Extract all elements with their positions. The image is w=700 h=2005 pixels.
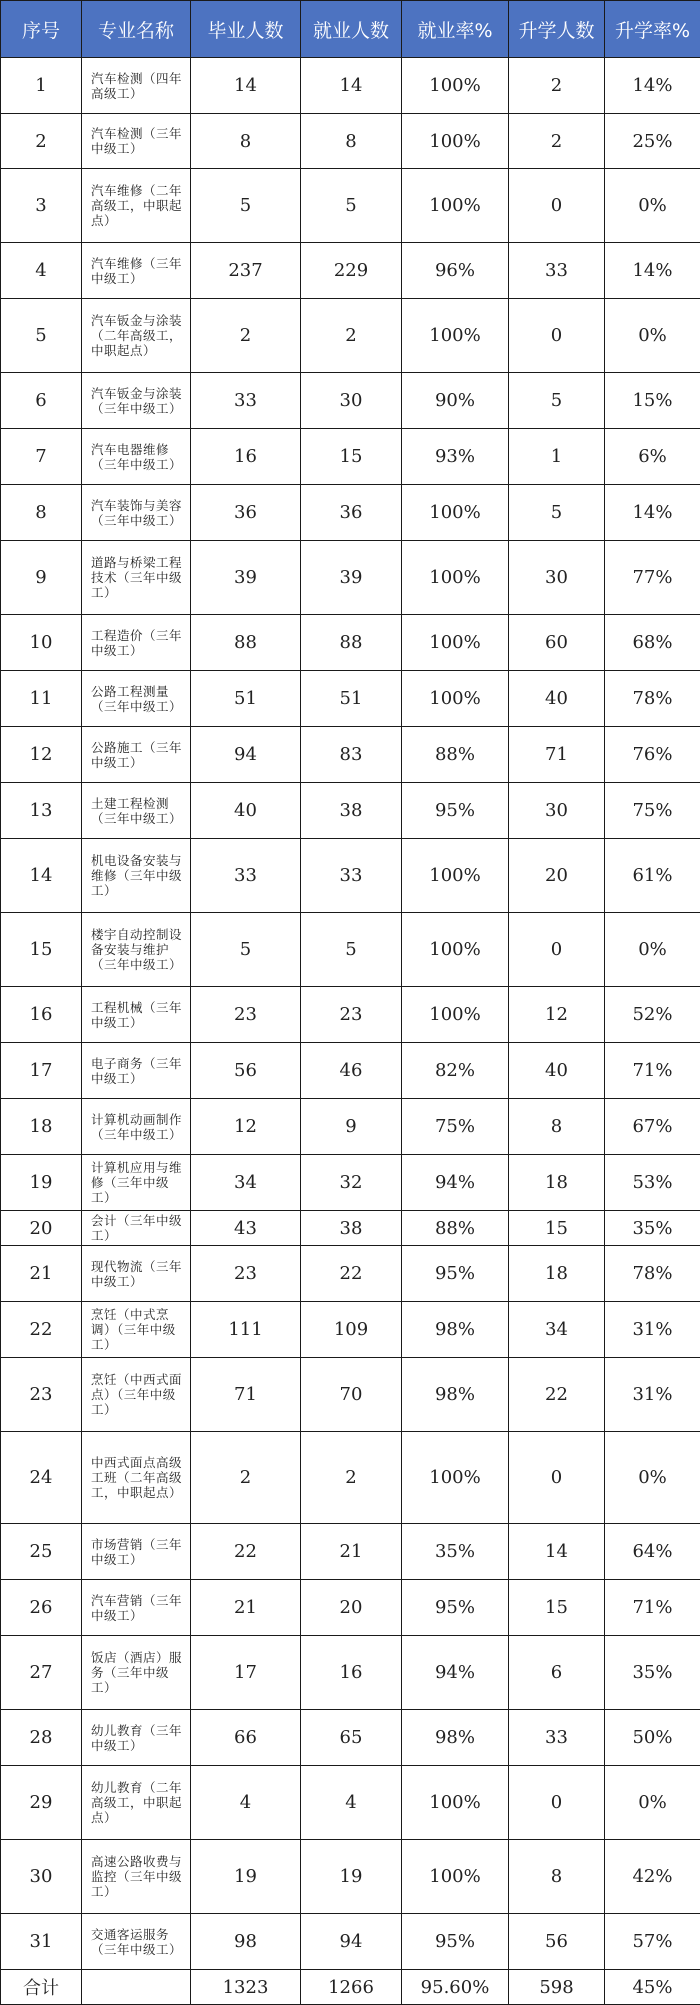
totals-row (1, 1970, 700, 2005)
row-no: 11 (1, 671, 82, 727)
totals-graduates: 1323 (191, 1970, 301, 2005)
row-further-study-rate: 0% (605, 169, 700, 243)
row-major: 工程机械（三年中级工） (82, 987, 191, 1043)
row-major: 烹饪（中式烹调）（三年中级工） (82, 1302, 191, 1358)
row-major: 电子商务（三年中级工） (82, 1043, 191, 1099)
row-graduates: 43 (191, 1211, 301, 1246)
row-employed: 46 (301, 1043, 402, 1099)
row-further-study-rate: 68% (605, 615, 700, 671)
row-employed: 88 (301, 615, 402, 671)
row-graduates: 34 (191, 1155, 301, 1211)
row-further-study: 30 (509, 783, 605, 839)
row-further-study: 2 (509, 114, 605, 169)
row-employed: 38 (301, 783, 402, 839)
table-row (1, 58, 700, 114)
row-further-study: 20 (509, 839, 605, 913)
row-further-study: 1 (509, 429, 605, 485)
row-major: 高速公路收费与监控（三年中级工） (82, 1840, 191, 1914)
row-no: 20 (1, 1211, 82, 1246)
row-further-study: 34 (509, 1302, 605, 1358)
row-graduates: 16 (191, 429, 301, 485)
row-major: 中西式面点高级工班（二年高级工，中职起点） (82, 1432, 191, 1524)
row-major: 计算机应用与维修（三年中级工） (82, 1155, 191, 1211)
table-row (1, 1710, 700, 1766)
row-further-study: 56 (509, 1914, 605, 1970)
row-graduates: 8 (191, 114, 301, 169)
row-graduates: 71 (191, 1358, 301, 1432)
row-further-study-rate: 0% (605, 1766, 700, 1840)
table-row (1, 1211, 700, 1246)
row-no: 27 (1, 1636, 82, 1710)
row-employment-rate: 100% (402, 169, 509, 243)
row-further-study-rate: 6% (605, 429, 700, 485)
table-row (1, 1766, 700, 1840)
row-major: 汽车电器维修（三年中级工） (82, 429, 191, 485)
row-further-study: 2 (509, 58, 605, 114)
row-employment-rate: 82% (402, 1043, 509, 1099)
row-employed: 65 (301, 1710, 402, 1766)
row-further-study-rate: 0% (605, 1432, 700, 1524)
row-graduates: 2 (191, 299, 301, 373)
row-employed: 30 (301, 373, 402, 429)
table-row (1, 1099, 700, 1155)
row-further-study-rate: 78% (605, 1246, 700, 1302)
row-employment-rate: 88% (402, 1211, 509, 1246)
row-graduates: 23 (191, 1246, 301, 1302)
table-row (1, 299, 700, 373)
row-employment-rate: 96% (402, 243, 509, 299)
header-further-study-rate: 升学率% (605, 1, 700, 58)
table-row (1, 1246, 700, 1302)
row-employment-rate: 88% (402, 727, 509, 783)
row-no: 8 (1, 485, 82, 541)
row-employment-rate: 100% (402, 114, 509, 169)
row-no: 2 (1, 114, 82, 169)
row-graduates: 36 (191, 485, 301, 541)
row-employment-rate: 95% (402, 1914, 509, 1970)
row-further-study: 6 (509, 1636, 605, 1710)
row-employed: 8 (301, 114, 402, 169)
row-employment-rate: 75% (402, 1099, 509, 1155)
row-no: 9 (1, 541, 82, 615)
row-further-study: 0 (509, 913, 605, 987)
row-further-study-rate: 14% (605, 243, 700, 299)
row-employment-rate: 100% (402, 1432, 509, 1524)
row-employment-rate: 100% (402, 485, 509, 541)
row-no: 4 (1, 243, 82, 299)
row-major: 幼儿教育（三年中级工） (82, 1710, 191, 1766)
row-employment-rate: 98% (402, 1302, 509, 1358)
table-row (1, 485, 700, 541)
totals-employment-rate: 95.60% (402, 1970, 509, 2005)
row-employed: 15 (301, 429, 402, 485)
header-major: 专业名称 (82, 1, 191, 58)
table-row (1, 913, 700, 987)
row-further-study: 71 (509, 727, 605, 783)
row-employment-rate: 100% (402, 58, 509, 114)
row-employment-rate: 100% (402, 615, 509, 671)
row-further-study-rate: 31% (605, 1302, 700, 1358)
table-row (1, 1043, 700, 1099)
table-row (1, 429, 700, 485)
row-further-study-rate: 35% (605, 1636, 700, 1710)
row-employed: 9 (301, 1099, 402, 1155)
row-further-study: 18 (509, 1246, 605, 1302)
row-major: 道路与桥梁工程技术（三年中级工） (82, 541, 191, 615)
row-further-study: 60 (509, 615, 605, 671)
table-row (1, 987, 700, 1043)
row-no: 12 (1, 727, 82, 783)
row-employed: 20 (301, 1580, 402, 1636)
row-no: 5 (1, 299, 82, 373)
row-employment-rate: 100% (402, 913, 509, 987)
row-employment-rate: 95% (402, 1580, 509, 1636)
table-row (1, 1914, 700, 1970)
row-no: 14 (1, 839, 82, 913)
row-major: 现代物流（三年中级工） (82, 1246, 191, 1302)
row-employed: 22 (301, 1246, 402, 1302)
row-no: 13 (1, 783, 82, 839)
row-further-study: 22 (509, 1358, 605, 1432)
row-graduates: 5 (191, 913, 301, 987)
table-row (1, 1580, 700, 1636)
row-further-study-rate: 75% (605, 783, 700, 839)
header-graduates: 毕业人数 (191, 1, 301, 58)
row-major: 会计（三年中级工） (82, 1211, 191, 1246)
row-further-study: 0 (509, 169, 605, 243)
totals-employed: 1266 (301, 1970, 402, 2005)
row-further-study: 0 (509, 1766, 605, 1840)
row-employment-rate: 95% (402, 783, 509, 839)
row-further-study: 40 (509, 671, 605, 727)
row-further-study-rate: 71% (605, 1580, 700, 1636)
row-further-study: 12 (509, 987, 605, 1043)
row-employed: 16 (301, 1636, 402, 1710)
row-employment-rate: 94% (402, 1636, 509, 1710)
table-row (1, 1432, 700, 1524)
row-major: 汽车维修（三年中级工） (82, 243, 191, 299)
row-further-study-rate: 71% (605, 1043, 700, 1099)
row-further-study: 8 (509, 1099, 605, 1155)
header-no: 序号 (1, 1, 82, 58)
table-row (1, 1155, 700, 1211)
row-further-study-rate: 57% (605, 1914, 700, 1970)
row-no: 1 (1, 58, 82, 114)
row-employed: 38 (301, 1211, 402, 1246)
row-further-study: 14 (509, 1524, 605, 1580)
row-further-study-rate: 67% (605, 1099, 700, 1155)
table-row (1, 114, 700, 169)
row-graduates: 39 (191, 541, 301, 615)
row-graduates: 5 (191, 169, 301, 243)
row-no: 25 (1, 1524, 82, 1580)
row-graduates: 56 (191, 1043, 301, 1099)
table-row (1, 1302, 700, 1358)
row-major: 工程造价（三年中级工） (82, 615, 191, 671)
row-employed: 23 (301, 987, 402, 1043)
row-employed: 36 (301, 485, 402, 541)
totals-major (82, 1970, 191, 2005)
row-graduates: 33 (191, 373, 301, 429)
row-major: 公路工程测量（三年中级工） (82, 671, 191, 727)
row-employed: 94 (301, 1914, 402, 1970)
row-employed: 5 (301, 169, 402, 243)
row-no: 17 (1, 1043, 82, 1099)
table-row (1, 1636, 700, 1710)
row-further-study-rate: 77% (605, 541, 700, 615)
totals-further-study: 598 (509, 1970, 605, 2005)
row-no: 21 (1, 1246, 82, 1302)
row-employed: 32 (301, 1155, 402, 1211)
row-employment-rate: 93% (402, 429, 509, 485)
row-further-study: 40 (509, 1043, 605, 1099)
row-graduates: 98 (191, 1914, 301, 1970)
table-row (1, 243, 700, 299)
row-further-study: 15 (509, 1211, 605, 1246)
row-major: 汽车装饰与美容（三年中级工） (82, 485, 191, 541)
row-employed: 83 (301, 727, 402, 783)
row-major: 饭店（酒店）服务（三年中级工） (82, 1636, 191, 1710)
row-major: 楼宇自动控制设备安装与维护（三年中级工） (82, 913, 191, 987)
table-row (1, 373, 700, 429)
row-no: 16 (1, 987, 82, 1043)
row-no: 29 (1, 1766, 82, 1840)
row-graduates: 66 (191, 1710, 301, 1766)
row-no: 31 (1, 1914, 82, 1970)
row-further-study-rate: 61% (605, 839, 700, 913)
row-further-study-rate: 0% (605, 299, 700, 373)
row-no: 10 (1, 615, 82, 671)
row-further-study-rate: 78% (605, 671, 700, 727)
row-no: 6 (1, 373, 82, 429)
row-no: 23 (1, 1358, 82, 1432)
row-employment-rate: 90% (402, 373, 509, 429)
row-major: 土建工程检测（三年中级工） (82, 783, 191, 839)
row-further-study: 0 (509, 1432, 605, 1524)
row-further-study-rate: 31% (605, 1358, 700, 1432)
row-employment-rate: 100% (402, 671, 509, 727)
row-further-study-rate: 52% (605, 987, 700, 1043)
row-further-study: 33 (509, 1710, 605, 1766)
row-further-study-rate: 14% (605, 58, 700, 114)
row-further-study-rate: 64% (605, 1524, 700, 1580)
table-row (1, 671, 700, 727)
row-employment-rate: 100% (402, 987, 509, 1043)
row-major: 交通客运服务（三年中级工） (82, 1914, 191, 1970)
totals-label: 合计 (1, 1970, 82, 2005)
row-employment-rate: 35% (402, 1524, 509, 1580)
table-row (1, 541, 700, 615)
row-no: 15 (1, 913, 82, 987)
row-further-study: 30 (509, 541, 605, 615)
row-no: 30 (1, 1840, 82, 1914)
row-graduates: 33 (191, 839, 301, 913)
row-major: 计算机动画制作（三年中级工） (82, 1099, 191, 1155)
row-further-study-rate: 25% (605, 114, 700, 169)
row-further-study-rate: 15% (605, 373, 700, 429)
row-graduates: 22 (191, 1524, 301, 1580)
row-graduates: 2 (191, 1432, 301, 1524)
row-graduates: 14 (191, 58, 301, 114)
row-employed: 229 (301, 243, 402, 299)
row-employment-rate: 100% (402, 1766, 509, 1840)
row-graduates: 111 (191, 1302, 301, 1358)
row-further-study: 18 (509, 1155, 605, 1211)
row-further-study: 5 (509, 373, 605, 429)
row-graduates: 21 (191, 1580, 301, 1636)
row-major: 汽车营销（三年中级工） (82, 1580, 191, 1636)
header-row (1, 1, 700, 58)
row-graduates: 19 (191, 1840, 301, 1914)
row-graduates: 12 (191, 1099, 301, 1155)
table-row (1, 1840, 700, 1914)
row-employed: 39 (301, 541, 402, 615)
row-further-study: 5 (509, 485, 605, 541)
table-row (1, 727, 700, 783)
row-employed: 21 (301, 1524, 402, 1580)
row-graduates: 23 (191, 987, 301, 1043)
row-further-study-rate: 76% (605, 727, 700, 783)
row-employed: 70 (301, 1358, 402, 1432)
row-further-study: 15 (509, 1580, 605, 1636)
row-further-study: 0 (509, 299, 605, 373)
row-major: 汽车检测（四年高级工） (82, 58, 191, 114)
row-no: 7 (1, 429, 82, 485)
row-employed: 33 (301, 839, 402, 913)
header-further-study: 升学人数 (509, 1, 605, 58)
row-no: 28 (1, 1710, 82, 1766)
row-employment-rate: 100% (402, 839, 509, 913)
row-further-study: 8 (509, 1840, 605, 1914)
table-row (1, 1524, 700, 1580)
row-no: 3 (1, 169, 82, 243)
row-no: 22 (1, 1302, 82, 1358)
row-graduates: 88 (191, 615, 301, 671)
row-graduates: 51 (191, 671, 301, 727)
header-employed: 就业人数 (301, 1, 402, 58)
row-further-study-rate: 0% (605, 913, 700, 987)
row-no: 24 (1, 1432, 82, 1524)
table-row (1, 615, 700, 671)
row-employment-rate: 94% (402, 1155, 509, 1211)
table-row (1, 839, 700, 913)
row-employment-rate: 95% (402, 1246, 509, 1302)
row-employed: 14 (301, 58, 402, 114)
row-graduates: 94 (191, 727, 301, 783)
row-major: 幼儿教育（二年高级工，中职起点） (82, 1766, 191, 1840)
row-major: 汽车检测（三年中级工） (82, 114, 191, 169)
row-further-study-rate: 35% (605, 1211, 700, 1246)
table-row (1, 169, 700, 243)
row-employment-rate: 98% (402, 1358, 509, 1432)
row-major: 汽车钣金与涂装（二年高级工，中职起点） (82, 299, 191, 373)
row-employment-rate: 100% (402, 541, 509, 615)
row-employment-rate: 98% (402, 1710, 509, 1766)
row-no: 26 (1, 1580, 82, 1636)
row-major: 机电设备安装与维修（三年中级工） (82, 839, 191, 913)
row-major: 市场营销（三年中级工） (82, 1524, 191, 1580)
row-graduates: 40 (191, 783, 301, 839)
row-further-study-rate: 42% (605, 1840, 700, 1914)
row-further-study: 33 (509, 243, 605, 299)
row-employed: 5 (301, 913, 402, 987)
row-employed: 2 (301, 299, 402, 373)
row-no: 19 (1, 1155, 82, 1211)
table-row (1, 783, 700, 839)
row-major: 汽车维修（二年高级工，中职起点） (82, 169, 191, 243)
row-employment-rate: 100% (402, 1840, 509, 1914)
row-graduates: 17 (191, 1636, 301, 1710)
row-major: 公路施工（三年中级工） (82, 727, 191, 783)
header-employment-rate: 就业率% (402, 1, 509, 58)
row-employed: 109 (301, 1302, 402, 1358)
totals-further-study-rate: 45% (605, 1970, 700, 2005)
row-employed: 4 (301, 1766, 402, 1840)
row-employed: 2 (301, 1432, 402, 1524)
row-graduates: 4 (191, 1766, 301, 1840)
row-further-study-rate: 14% (605, 485, 700, 541)
row-employed: 19 (301, 1840, 402, 1914)
row-major: 汽车钣金与涂装（三年中级工） (82, 373, 191, 429)
row-no: 18 (1, 1099, 82, 1155)
row-employed: 51 (301, 671, 402, 727)
row-further-study-rate: 53% (605, 1155, 700, 1211)
table-row (1, 1358, 700, 1432)
row-graduates: 237 (191, 243, 301, 299)
row-further-study-rate: 50% (605, 1710, 700, 1766)
row-employment-rate: 100% (402, 299, 509, 373)
row-major: 烹饪（中西式面点）（三年中级工） (82, 1358, 191, 1432)
